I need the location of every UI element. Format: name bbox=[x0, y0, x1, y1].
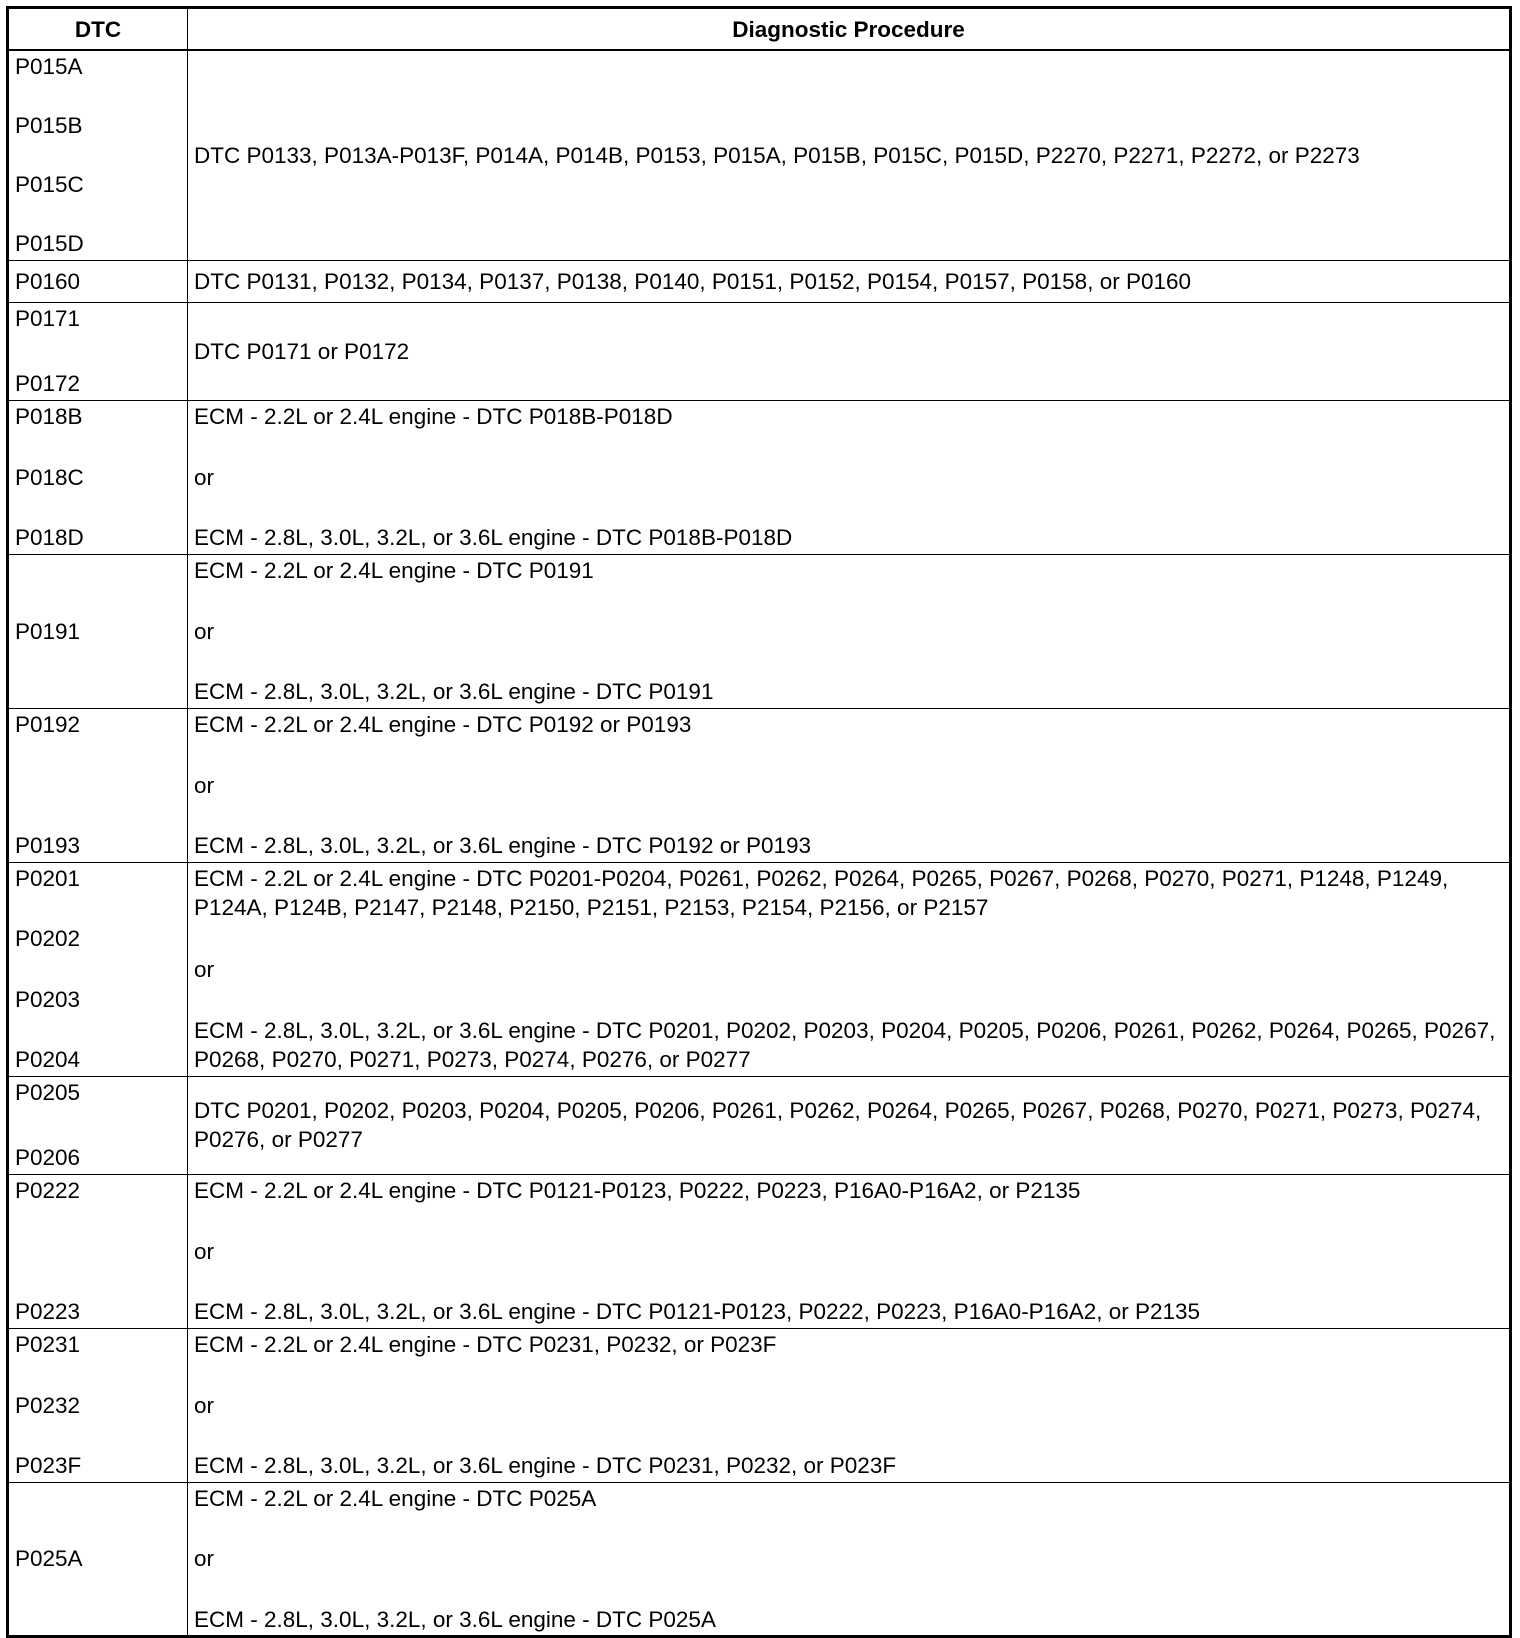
procedure-text bbox=[194, 337, 1503, 366]
procedure-line: ECM - 2.2L or 2.4L engine - DTC P0192 or P0193 bbox=[194, 712, 692, 737]
procedure-cell bbox=[188, 708, 1511, 862]
dtc-code-list bbox=[15, 617, 181, 646]
dtc-code: P015B bbox=[15, 113, 83, 139]
procedure-cell bbox=[188, 1076, 1511, 1174]
dtc-code: P0222 bbox=[15, 1178, 81, 1203]
dtc-code: P0231 bbox=[15, 1332, 81, 1357]
procedure-cell bbox=[188, 302, 1511, 400]
procedure-cell bbox=[188, 1482, 1511, 1636]
procedure-text bbox=[194, 1096, 1503, 1154]
dtc-cell bbox=[8, 1076, 188, 1174]
procedure-line: ECM - 2.2L or 2.4L engine - DTC P0231, P0232, or P023F bbox=[194, 1332, 777, 1357]
procedure-cell bbox=[188, 1328, 1511, 1482]
procedure-text bbox=[194, 141, 1503, 170]
dtc-code: P023F bbox=[15, 1453, 82, 1478]
dtc-cell bbox=[8, 1174, 188, 1328]
dtc-cell bbox=[8, 302, 188, 400]
procedure-line: or bbox=[194, 1392, 215, 1418]
procedure-text bbox=[194, 1330, 1503, 1480]
dtc-cell bbox=[8, 708, 188, 862]
table-row bbox=[8, 50, 1511, 260]
dtc-code: P0191 bbox=[15, 618, 81, 644]
procedure-cell bbox=[188, 400, 1511, 554]
table-row bbox=[8, 554, 1511, 708]
procedure-cell bbox=[188, 50, 1511, 260]
table-row bbox=[8, 1174, 1511, 1328]
procedure-line: DTC P0171 or P0172 bbox=[194, 338, 410, 364]
dtc-code: P015C bbox=[15, 172, 84, 198]
dtc-code: P0223 bbox=[15, 1299, 81, 1324]
dtc-code: P018B bbox=[15, 404, 83, 429]
table-row bbox=[8, 1482, 1511, 1636]
dtc-cell bbox=[8, 1482, 188, 1636]
dtc-cell bbox=[8, 1328, 188, 1482]
procedure-line: ECM - 2.8L, 3.0L, 3.2L, or 3.6L engine - DTC P0121-P0123, P0222, P0223, P16A0-P16A2, or P2135 bbox=[194, 1299, 1201, 1324]
dtc-code: P0201 bbox=[15, 866, 81, 891]
dtc-code: P0193 bbox=[15, 833, 81, 858]
procedure-text bbox=[194, 864, 1503, 1074]
dtc-code: P0203 bbox=[15, 986, 81, 1012]
table-row bbox=[8, 302, 1511, 400]
dtc-code-list bbox=[15, 1330, 181, 1480]
dtc-code: P0160 bbox=[15, 268, 81, 294]
procedure-line: DTC P0201, P0202, P0203, P0204, P0205, P0206, P0261, P0262, P0264, P0265, P0267, P0268, P0270, P0271, P0273, P0274, P0276, or P0277 bbox=[194, 1098, 1482, 1152]
dtc-code-list bbox=[15, 52, 181, 258]
dtc-code-list bbox=[15, 864, 181, 1074]
procedure-line: ECM - 2.2L or 2.4L engine - DTC P0201-P0204, P0261, P0262, P0264, P0265, P0267, P0268, P0270, P0271, P1248, P1249, P124A, P124B, P2147, P2148, P2150, P2151, P2153, P2154, P2156, or P2157 bbox=[194, 866, 1449, 920]
procedure-line: ECM - 2.2L or 2.4L engine - DTC P025A bbox=[194, 1485, 597, 1511]
dtc-code: P0192 bbox=[15, 712, 81, 737]
dtc-code-list bbox=[15, 1544, 181, 1573]
procedure-line: ECM - 2.2L or 2.4L engine - DTC P0121-P0123, P0222, P0223, P16A0-P16A2, or P2135 bbox=[194, 1178, 1081, 1203]
dtc-code: P025A bbox=[15, 1546, 83, 1571]
procedure-line: ECM - 2.8L, 3.0L, 3.2L, or 3.6L engine - DTC P0191 bbox=[194, 679, 714, 704]
procedure-cell bbox=[188, 1174, 1511, 1328]
procedure-text bbox=[194, 402, 1503, 552]
procedure-text bbox=[194, 710, 1503, 860]
procedure-line: or bbox=[194, 1546, 215, 1571]
table-row bbox=[8, 1328, 1511, 1482]
procedure-text bbox=[194, 1176, 1503, 1326]
procedure-text bbox=[194, 556, 1503, 706]
dtc-cell bbox=[8, 260, 188, 302]
dtc-code: P0204 bbox=[15, 1046, 81, 1072]
table-row bbox=[8, 1076, 1511, 1174]
procedure-cell bbox=[188, 862, 1511, 1076]
dtc-cell bbox=[8, 50, 188, 260]
procedure-line: or bbox=[194, 618, 215, 644]
dtc-code-list bbox=[15, 402, 181, 552]
procedure-line: ECM - 2.2L or 2.4L engine - DTC P018B-P018D bbox=[194, 404, 673, 429]
dtc-code-list bbox=[15, 304, 181, 398]
table-row bbox=[8, 260, 1511, 302]
procedure-line: DTC P0133, P013A-P013F, P014A, P014B, P0153, P015A, P015B, P015C, P015D, P2270, P2271, P2272, or P2273 bbox=[194, 142, 1360, 168]
dtc-code: P0172 bbox=[15, 371, 81, 396]
dtc-code-list bbox=[15, 1176, 181, 1326]
procedure-line: DTC P0131, P0132, P0134, P0137, P0138, P0140, P0151, P0152, P0154, P0157, P0158, or P0160 bbox=[194, 268, 1192, 294]
procedure-line: or bbox=[194, 464, 215, 490]
procedure-line: ECM - 2.2L or 2.4L engine - DTC P0191 bbox=[194, 558, 594, 583]
header-row bbox=[8, 8, 1511, 51]
dtc-table bbox=[6, 6, 1512, 1638]
table-row bbox=[8, 400, 1511, 554]
procedure-line: ECM - 2.8L, 3.0L, 3.2L, or 3.6L engine - DTC P0231, P0232, or P023F bbox=[194, 1453, 897, 1478]
procedure-line: ECM - 2.8L, 3.0L, 3.2L, or 3.6L engine - DTC P025A bbox=[194, 1606, 716, 1632]
dtc-code: P0205 bbox=[15, 1080, 81, 1105]
procedure-line: or bbox=[194, 772, 215, 798]
dtc-code: P0206 bbox=[15, 1145, 81, 1170]
table-row bbox=[8, 862, 1511, 1076]
procedure-line: ECM - 2.8L, 3.0L, 3.2L, or 3.6L engine - DTC P0201, P0202, P0203, P0204, P0205, P0206, P0261, P0262, P0264, P0265, P0267, P0268, P0270, P0271, P0273, P0274, P0276, or P0277 bbox=[194, 1018, 1496, 1072]
procedure-line: or bbox=[194, 956, 215, 982]
procedure-line: or bbox=[194, 1238, 215, 1264]
dtc-code: P0232 bbox=[15, 1392, 81, 1418]
dtc-code: P0202 bbox=[15, 926, 81, 952]
procedure-column-header: Diagnostic Procedure bbox=[188, 8, 1511, 51]
procedure-text bbox=[194, 267, 1503, 296]
dtc-code-list bbox=[15, 710, 181, 860]
dtc-cell bbox=[8, 862, 188, 1076]
dtc-cell bbox=[8, 554, 188, 708]
table-body bbox=[8, 50, 1511, 1636]
dtc-column-header: DTC bbox=[8, 8, 188, 51]
table-row bbox=[8, 708, 1511, 862]
dtc-code: P015D bbox=[15, 231, 84, 257]
procedure-cell bbox=[188, 260, 1511, 302]
procedure-line: ECM - 2.8L, 3.0L, 3.2L, or 3.6L engine - DTC P0192 or P0193 bbox=[194, 833, 812, 858]
procedure-cell bbox=[188, 554, 1511, 708]
procedure-line: ECM - 2.8L, 3.0L, 3.2L, or 3.6L engine - DTC P018B-P018D bbox=[194, 525, 793, 550]
dtc-code: P0171 bbox=[15, 306, 81, 331]
dtc-code-list bbox=[15, 267, 181, 296]
dtc-code-list bbox=[15, 1078, 181, 1172]
procedure-text bbox=[194, 1484, 1503, 1634]
dtc-code: P018D bbox=[15, 525, 84, 550]
dtc-code: P018C bbox=[15, 464, 84, 490]
dtc-cell bbox=[8, 400, 188, 554]
dtc-code: P015A bbox=[15, 54, 83, 80]
